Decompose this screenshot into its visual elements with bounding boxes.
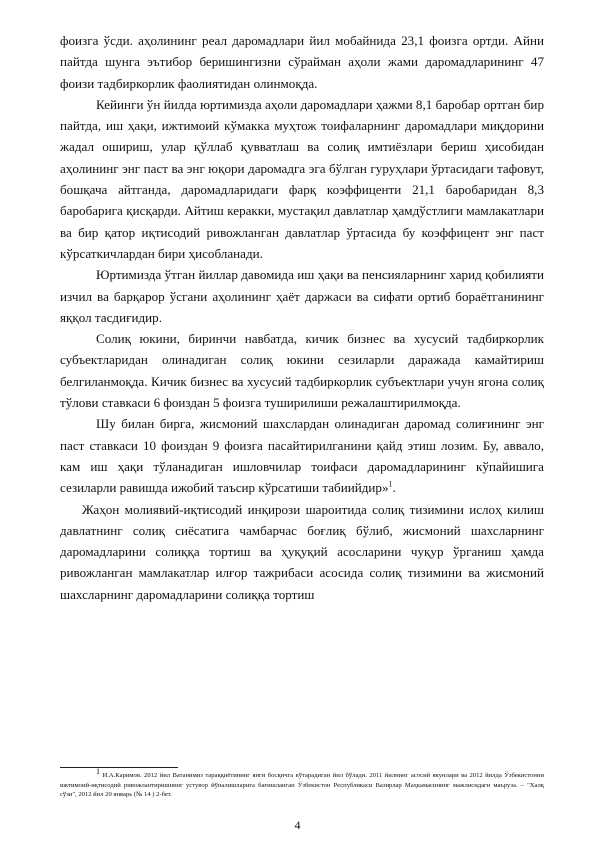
- paragraph-5-end: .: [392, 480, 396, 496]
- footnote-text: И.А.Каримов. 2012 йил Ватанимиз тараққиётининг янги босқичга кўтарадиган йил бўлади. 2011 йилнинг асосий якунлари ва 2012 йилда Ўзбекистонни ижтимоий-иқтисодий ривожлантиришнинг устувор йўналишларига бағишланган Ўзбекистон Республикаси Вазирлар Маҳкамасининг мажлисидаги маъруза. – "Халқ сўзи", 2012 йил 20 январь (№ 14 ) 2-бет.: [60, 772, 545, 799]
- paragraph-4: Солиқ юкини, биринчи навбатда, кичик бизнес ва хусусий тадбиркорлик субъектларидан олинадиган солиқ юкини сезиларли даражада камайтириш белгиланмоқда. Кичик бизнес ва хусусий тадбиркорлик субъектлари учун ягона солиқ тўлови ставкаси 6 фоиздан 5 фоизга туширилиши режалаштирилмоқда.: [60, 331, 544, 411]
- paragraph-5: [60, 413, 544, 498]
- paragraph-6: Жаҳон молиявий-иқтисодий инқирози шароитида солиқ тизимини ислоҳ килиш давлатнинг солиқ сиёсатига чамбарчас боғлиқ бўлиб, жисмоний шахсларнинг даромадларини солиққа тортиш ва ҳуқуқий асосларини чуқур ўрганиш ҳамда ривожланган мамлакатлар илғор тажрибаси асосида солиқ тизимини ва жисмоний шахсларнинг даромадларини солиққа тортиш: [60, 501, 544, 602]
- paragraph-3: Юртимизда ўтган йиллар давомида иш ҳақи ва пенсияларнинг харид қобилияти изчил ва барқарор ўсгани аҳолининг ҳаёт даржаси ва сифати ортиб бораётганининг яққол тасдиғидир.: [60, 267, 544, 325]
- document-body: [60, 30, 544, 605]
- footnote-reference: 1: [388, 479, 393, 489]
- paragraph-5-text: Шу билан бирга, жисмоний шахслардан олинадиган даромад солиғининг энг паст ставкаси 10 фоиздан 9 фоизга пасайтирилганини қайд этиш лозим. Бу, аввало, кам иш ҳақи тўланадиган ишловчилар тоифаси даромадларининг кўпайишига сезиларли равишда ижобий таъсир кўрсатиши табиийдир»: [60, 416, 544, 496]
- footnote: [60, 766, 545, 800]
- footnote-separator: [60, 767, 178, 768]
- footnote-number: 1: [96, 766, 100, 776]
- page-number: 4: [294, 818, 301, 832]
- paragraph-1: фоизга ўсди. аҳолининг реал даромадлари йил мобайнида 23,1 фоизга ортди. Айни пайтда шунга эътибор беришингизни сўрайман аҳоли жами даромадларининг 47 фоизи тадбиркорлик фаолиятидан олинмоқда.: [60, 33, 544, 91]
- paragraph-2: Кейинги ўн йилда юртимизда аҳоли даромадлари ҳажми 8,1 баробар ортган бир пайтда, иш ҳақи, ижтимоий кўмакка муҳтож тоифаларнинг даромадлари миқдорини жадал ошириш, улар қўллаб қувватлаш ва солиқ имтиёзлари бериш ҳисобидан аҳолининг энг паст ва энг юқори даромадга эга бўлган гуруҳлари ўртасидаги тафовут, бошқача айтганда, даромадларидаги фарқ коэффиценти 21,1 баробаридан 8,3 баробарига қисқарди. Айтиш керакки, мустақил давлатлар ҳамдўстлиги мамлакатлари ва бир қатор иқтисодий ривожланган давлатлар ўртасида бу коэффицент энг паст кўрсаткичлардан бири ҳисобланади.: [60, 96, 544, 261]
